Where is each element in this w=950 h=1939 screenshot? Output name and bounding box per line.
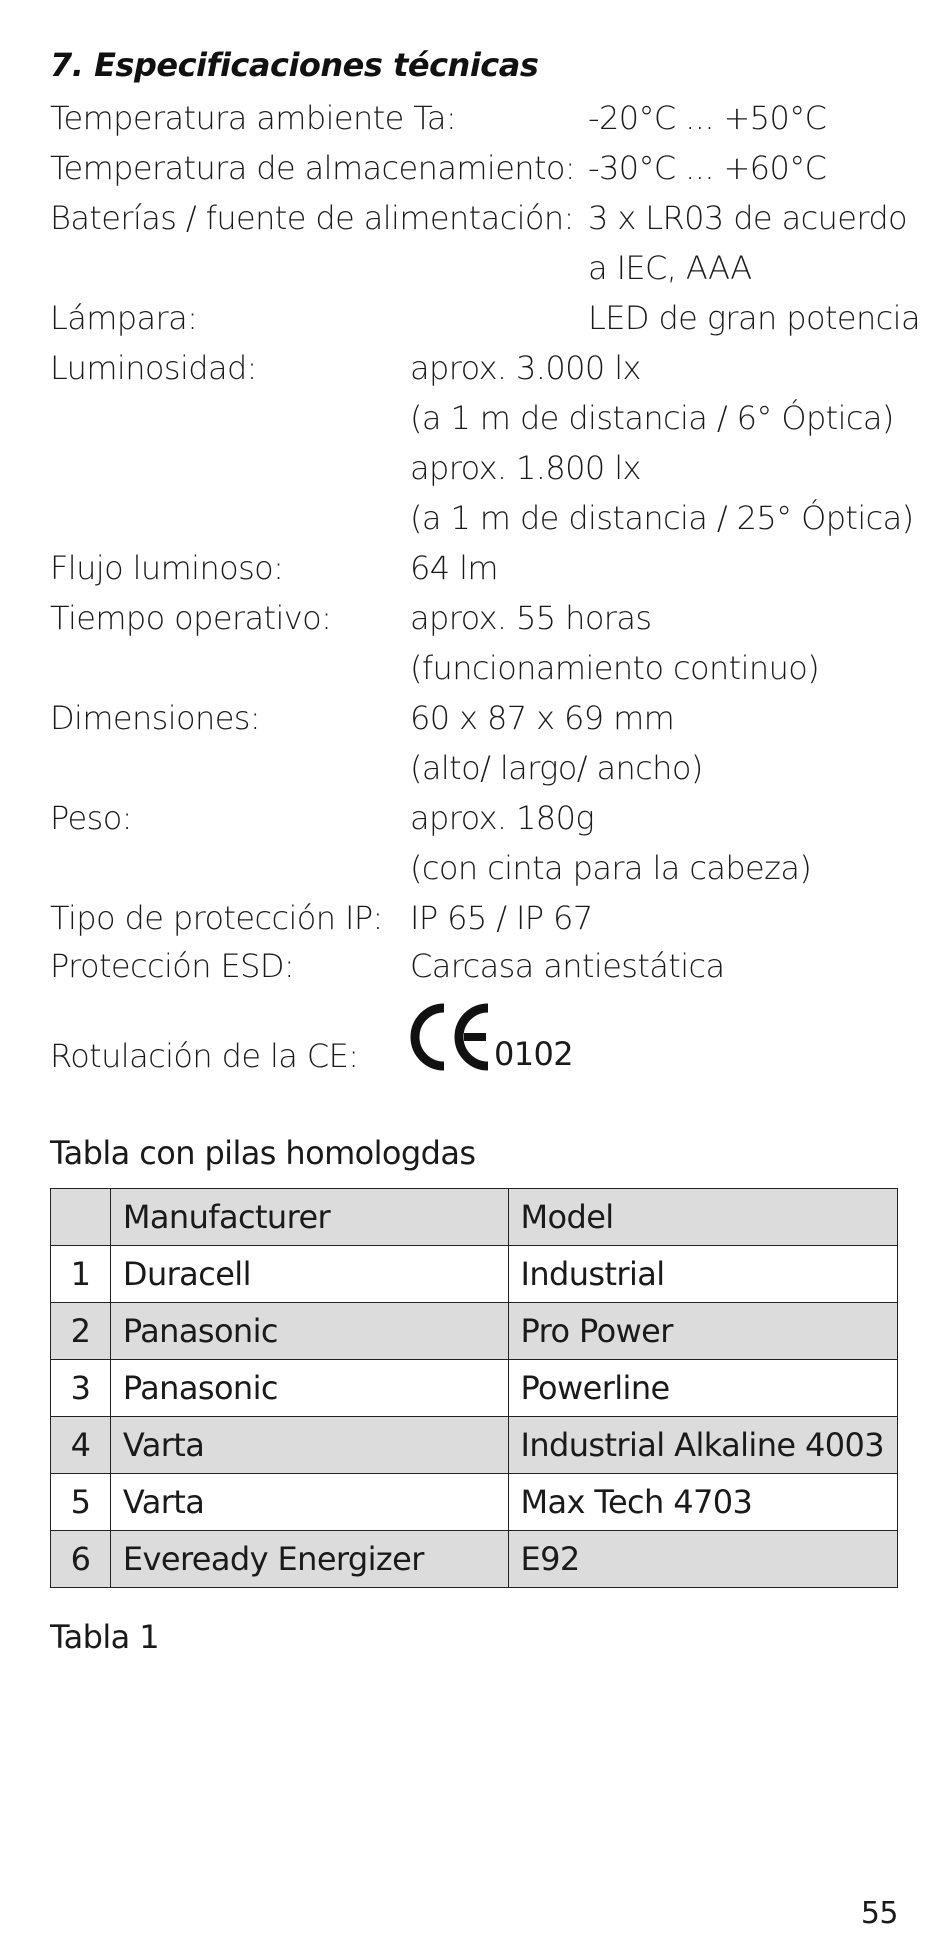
spec-value-operating-time: aprox. 55 horas xyxy=(410,599,652,637)
table-row xyxy=(51,1417,898,1474)
spec-label-weight: Peso: xyxy=(50,799,132,837)
spec-value-ambient-temp: -20°C ... +50°C xyxy=(588,99,827,137)
table-cell-manufacturer: Duracell xyxy=(110,1246,508,1303)
spec-value-batteries-cont: a IEC, AAA xyxy=(588,249,752,287)
spec-label-batteries: Baterías / fuente de alimentación: xyxy=(50,199,574,237)
table-row xyxy=(51,1474,898,1531)
spec-value-lamp: LED de gran potencia xyxy=(588,299,920,337)
table-cell-manufacturer: Varta xyxy=(110,1417,508,1474)
table-header-manufacturer: Manufacturer xyxy=(110,1189,508,1246)
table-cell-index: 6 xyxy=(51,1531,111,1588)
spec-label-ce: Rotulación de la CE: xyxy=(50,1037,359,1075)
spec-label-lamp: Lámpara: xyxy=(50,299,198,337)
spec-label-operating-time: Tiempo operativo: xyxy=(50,599,332,637)
table-header-model: Model xyxy=(508,1189,898,1246)
spec-label-ip-protection: Tipo de protección IP: xyxy=(50,899,383,937)
spec-label-storage-temp: Temperatura de almacenamiento: xyxy=(50,149,576,187)
table-cell-index: 4 xyxy=(51,1417,111,1474)
spec-value-storage-temp: -30°C ... +60°C xyxy=(588,149,827,187)
table-header-index xyxy=(51,1189,111,1246)
spec-value-luminosity-3: aprox. 1.800 lx xyxy=(410,449,641,487)
spec-value-dimensions: 60 x 87 x 69 mm xyxy=(410,699,675,737)
table-cell-model: Pro Power xyxy=(508,1303,898,1360)
table-cell-model: E92 xyxy=(508,1531,898,1588)
table-cell-manufacturer: Varta xyxy=(110,1474,508,1531)
table-cell-model: Powerline xyxy=(508,1360,898,1417)
table-note: Tabla 1 xyxy=(50,1618,160,1656)
table-cell-manufacturer: Panasonic xyxy=(110,1303,508,1360)
spec-value-batteries: 3 x LR03 de acuerdo xyxy=(588,199,908,237)
spec-value-ip-protection: IP 65 / IP 67 xyxy=(410,899,593,937)
spec-value-weight: aprox. 180g xyxy=(410,799,594,837)
spec-value-dimensions-note: (alto/ largo/ ancho) xyxy=(410,749,703,787)
approved-batteries-table xyxy=(50,1188,898,1588)
spec-label-ambient-temp: Temperatura ambiente Ta: xyxy=(50,99,457,137)
table-row xyxy=(51,1246,898,1303)
table-cell-index: 2 xyxy=(51,1303,111,1360)
page-number: 55 xyxy=(860,1896,898,1931)
table-cell-manufacturer: Panasonic xyxy=(110,1360,508,1417)
spec-value-luminosity-1: aprox. 3.000 lx xyxy=(410,349,641,387)
table-cell-index: 3 xyxy=(51,1360,111,1417)
spec-label-luminosity: Luminosidad: xyxy=(50,349,257,387)
spec-label-luminous-flux: Flujo luminoso: xyxy=(50,549,284,587)
table-cell-index: 1 xyxy=(51,1246,111,1303)
ce-notified-body-number: 0102 xyxy=(494,1035,574,1073)
table-cell-index: 5 xyxy=(51,1474,111,1531)
table-header-row xyxy=(51,1189,898,1246)
table-row xyxy=(51,1303,898,1360)
spec-value-luminosity-2: (a 1 m de distancia / 6° Óptica) xyxy=(410,399,894,437)
spec-value-luminosity-4: (a 1 m de distancia / 25° Óptica) xyxy=(410,499,914,537)
table-cell-model: Max Tech 4703 xyxy=(508,1474,898,1531)
table-caption: Tabla con pilas homologdas xyxy=(50,1134,476,1172)
spec-value-esd: Carcasa antiestática xyxy=(410,947,725,985)
spec-label-dimensions: Dimensiones: xyxy=(50,699,261,737)
table-cell-model: Industrial xyxy=(508,1246,898,1303)
table-cell-manufacturer: Eveready Energizer xyxy=(110,1531,508,1588)
spec-label-esd: Protección ESD: xyxy=(50,947,295,985)
spec-value-operating-time-note: (funcionamiento continuo) xyxy=(410,649,820,687)
table-row xyxy=(51,1360,898,1417)
ce-mark xyxy=(410,1000,573,1072)
section-title: 7. Especificaciones técnicas xyxy=(50,46,539,84)
spec-value-luminous-flux: 64 lm xyxy=(410,549,498,587)
ce-logo-icon xyxy=(410,1002,492,1072)
table-row xyxy=(51,1531,898,1588)
table-cell-model: Industrial Alkaline 4003 xyxy=(508,1417,898,1474)
spec-value-weight-note: (con cinta para la cabeza) xyxy=(410,849,812,887)
